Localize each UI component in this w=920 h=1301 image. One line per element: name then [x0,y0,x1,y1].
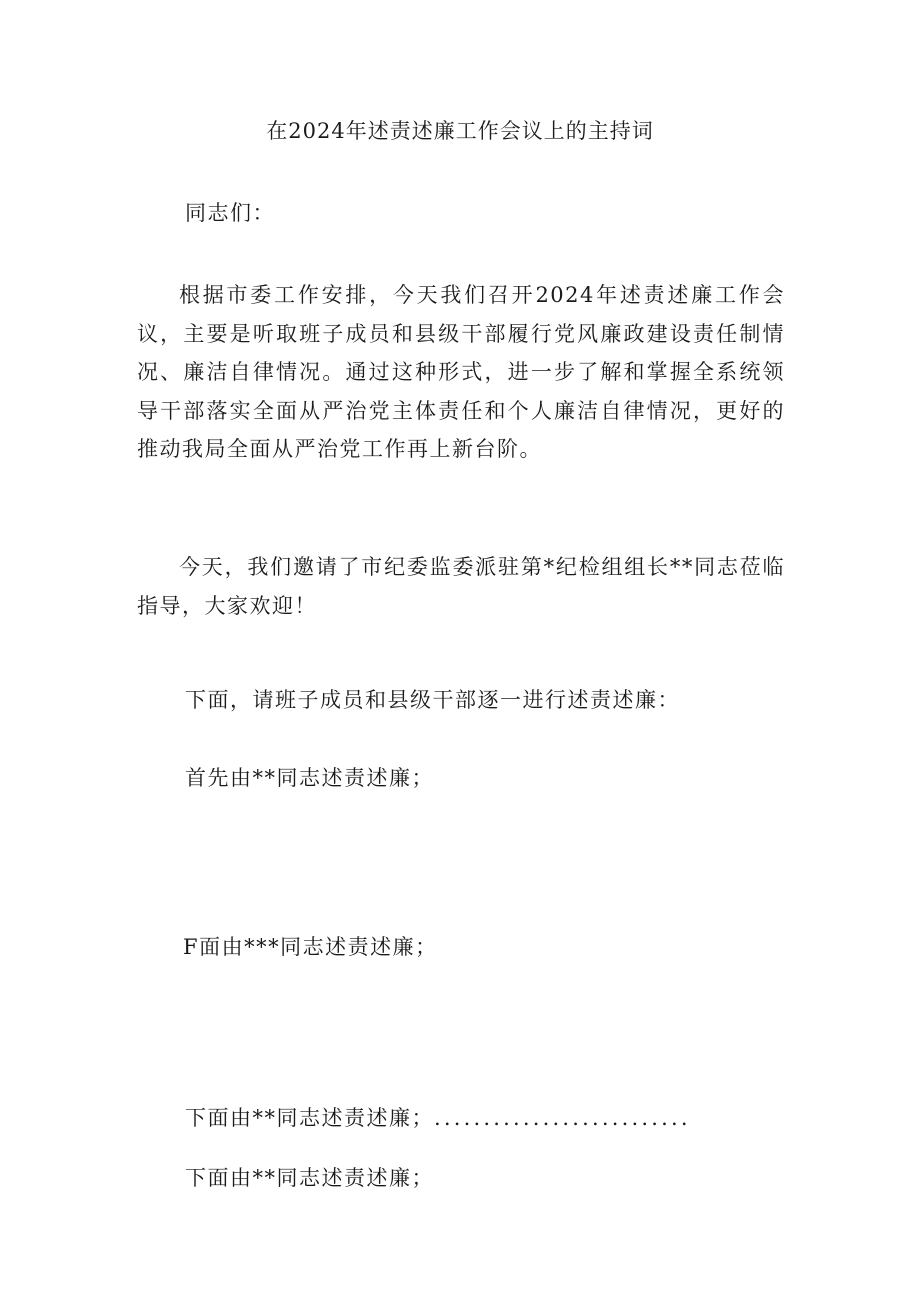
line-last-speaker: 下面由**同志述责述廉； [185,1166,434,1190]
line-speaker-intro: 下面，请班子成员和县级干部逐一进行述责述廉： [185,688,680,712]
paragraph-welcome-guest: 今天，我们邀请了市纪委监委派驻第*纪检组组长**同志莅临指导，大家欢迎！ [137,555,785,618]
line-first-speaker: 首先由**同志述责述廉； [185,766,434,790]
line-next-speaker-text: 下面由**同志述责述廉； [185,1106,434,1130]
dotted-leader: .......................... [434,1106,691,1130]
document-title: 在2024年述责述廉工作会议上的主持词 [266,119,654,143]
salutation: 同志们： [185,201,275,225]
line-next-speaker [185,1103,691,1133]
line-second-speaker: F面由***同志述责述廉； [183,935,438,959]
paragraph-meeting-purpose: 根据市委工作安排，今天我们召开2024年述责述廉工作会议，主要是听取班子成员和县级干部履行党风廉政建设责任制情况、廉洁自律情况。通过这种形式，进一步了解和掌握全系统领导干部落实全面从严治党主体责任和个人廉洁自律情况，更好的推动我局全面从严治党工作再上新台阶。 [137,283,785,461]
